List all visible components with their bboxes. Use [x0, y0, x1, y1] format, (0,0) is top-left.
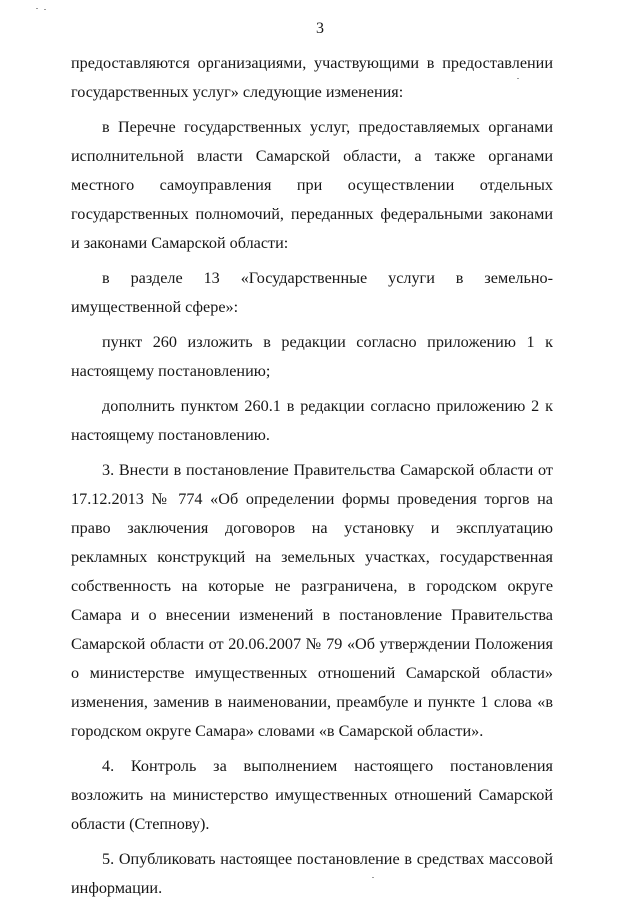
paragraph-clause-4: 4. Контроль за выполнением настоящего постановления возложить на министерство имущественных отношений Самарской области (Степнову). [71, 757, 553, 833]
paragraph-clause-3: 3. Внести в постановление Правительства Самарской области от 17.12.2013 № 774 «Об определении формы проведения торгов на право заключения договоров на установку и эксплуатацию рекламных конструкций на земельных участках, государственная собственность на которые не разграничена, в городском округе Самара и о внесении изменений в постановление Правительства Самарской области от 20.06.2007 № 79 «Об утверждении Положения о министерстве имущественных отношений Самарской области» изменения, заменив в наименовании, преамбуле и пункте 1 слова «в городском округе Самара» словами «в Самарской области». [71, 461, 553, 740]
page-number: 3 [316, 20, 324, 37]
scan-speck [44, 9, 46, 10]
paragraph-clause-5: 5. Опубликовать настоящее постановление в средствах массовой информации. [71, 850, 553, 897]
paragraph-section-13: в разделе 13 «Государственные услуги в земельно-имущественной сфере»: [71, 269, 553, 316]
paragraph-continuation: предоставляются организациями, участвующими в предоставлении государственных услуг» следующие изменения: [71, 54, 553, 101]
paragraph-list-change: в Перечне государственных услуг, предоставляемых органами исполнительной власти Самарской области, а также органами местного самоуправления при осуществлении отдельных государственных полномочий, переданных федеральными законами и законами Самарской области: [71, 118, 553, 252]
paragraph-item-260: пункт 260 изложить в редакции согласно приложению 1 к настоящему постановлению; [71, 333, 553, 380]
document-body [71, 49, 553, 906]
paragraph-item-260-1: дополнить пунктом 260.1 в редакции согласно приложению 2 к настоящему постановлению. [71, 397, 553, 444]
scan-speck [36, 8, 38, 9]
